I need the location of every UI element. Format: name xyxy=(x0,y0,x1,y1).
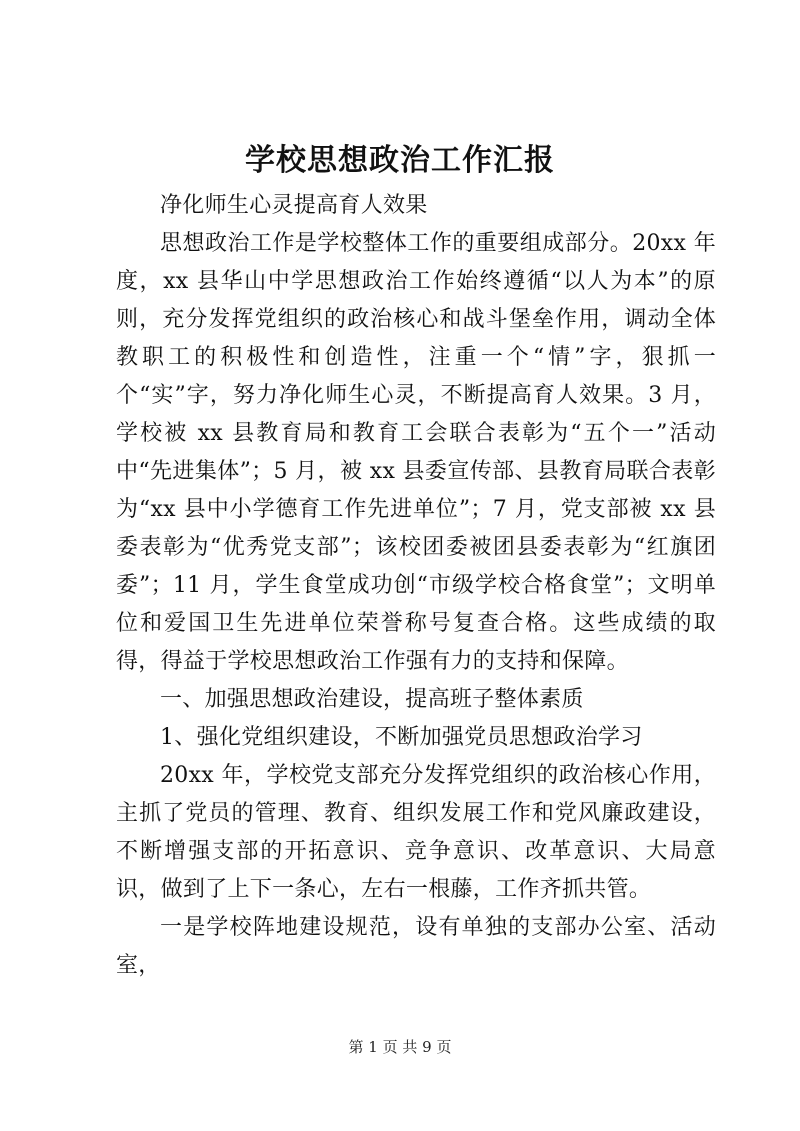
paragraph-intro: 思想政治工作是学校整体工作的重要组成部分。20xx 年度，xx 县华山中学思想政治工作始终遵循“以人为本”的原则，充分发挥党组织的政治核心和战斗堡垒作用，调动全体教职工的积极性和创造性，注重一个“情”字，狠抓一个“实”字，努力净化师生心灵，不断提高育人效果。3 月，学校被 xx 县教育局和教育工会联合表彰为“五个一”活动中“先进集体”；5 月，被 xx 县委宣传部、县教育局联合表彰为“xx 县中小学德育工作先进单位”；7 月，党支部被 xx 县委表彰为“优秀党支部”；该校团委被团县委表彰为“红旗团委”；11 月，学生食堂成功创“市级学校合格食堂”；文明单位和爱国卫生先进单位荣誉称号复查合格。这些成绩的取得，得益于学校思想政治工作强有力的支持和保障。 xyxy=(116,231,716,674)
subsection-heading-1-1: 1、强化党组织建设，不断加强党员思想政治学习 xyxy=(160,725,643,750)
document-body xyxy=(116,187,716,985)
paragraph-party-work: 20xx 年，学校党支部充分发挥党组织的政治核心作用，主抓了党员的管理、教育、组织发展工作和党风廉政建设，不断增强支部的开拓意识、竞争意识、改革意识、大局意识，做到了上下一条心，左右一根藤，工作齐抓共管。 xyxy=(116,763,716,902)
document-title: 学校思想政治工作汇报 xyxy=(245,143,555,178)
section-heading-1: 一、加强思想政治建设，提高班子整体素质 xyxy=(160,687,584,712)
page-footer: 第 1 页 共 9 页 xyxy=(348,1038,452,1056)
paragraph-first-point: 一是学校阵地建设规范，设有单独的支部办公室、活动室， xyxy=(116,915,716,978)
paragraph-subtitle: 净化师生心灵提高育人效果 xyxy=(160,193,428,218)
